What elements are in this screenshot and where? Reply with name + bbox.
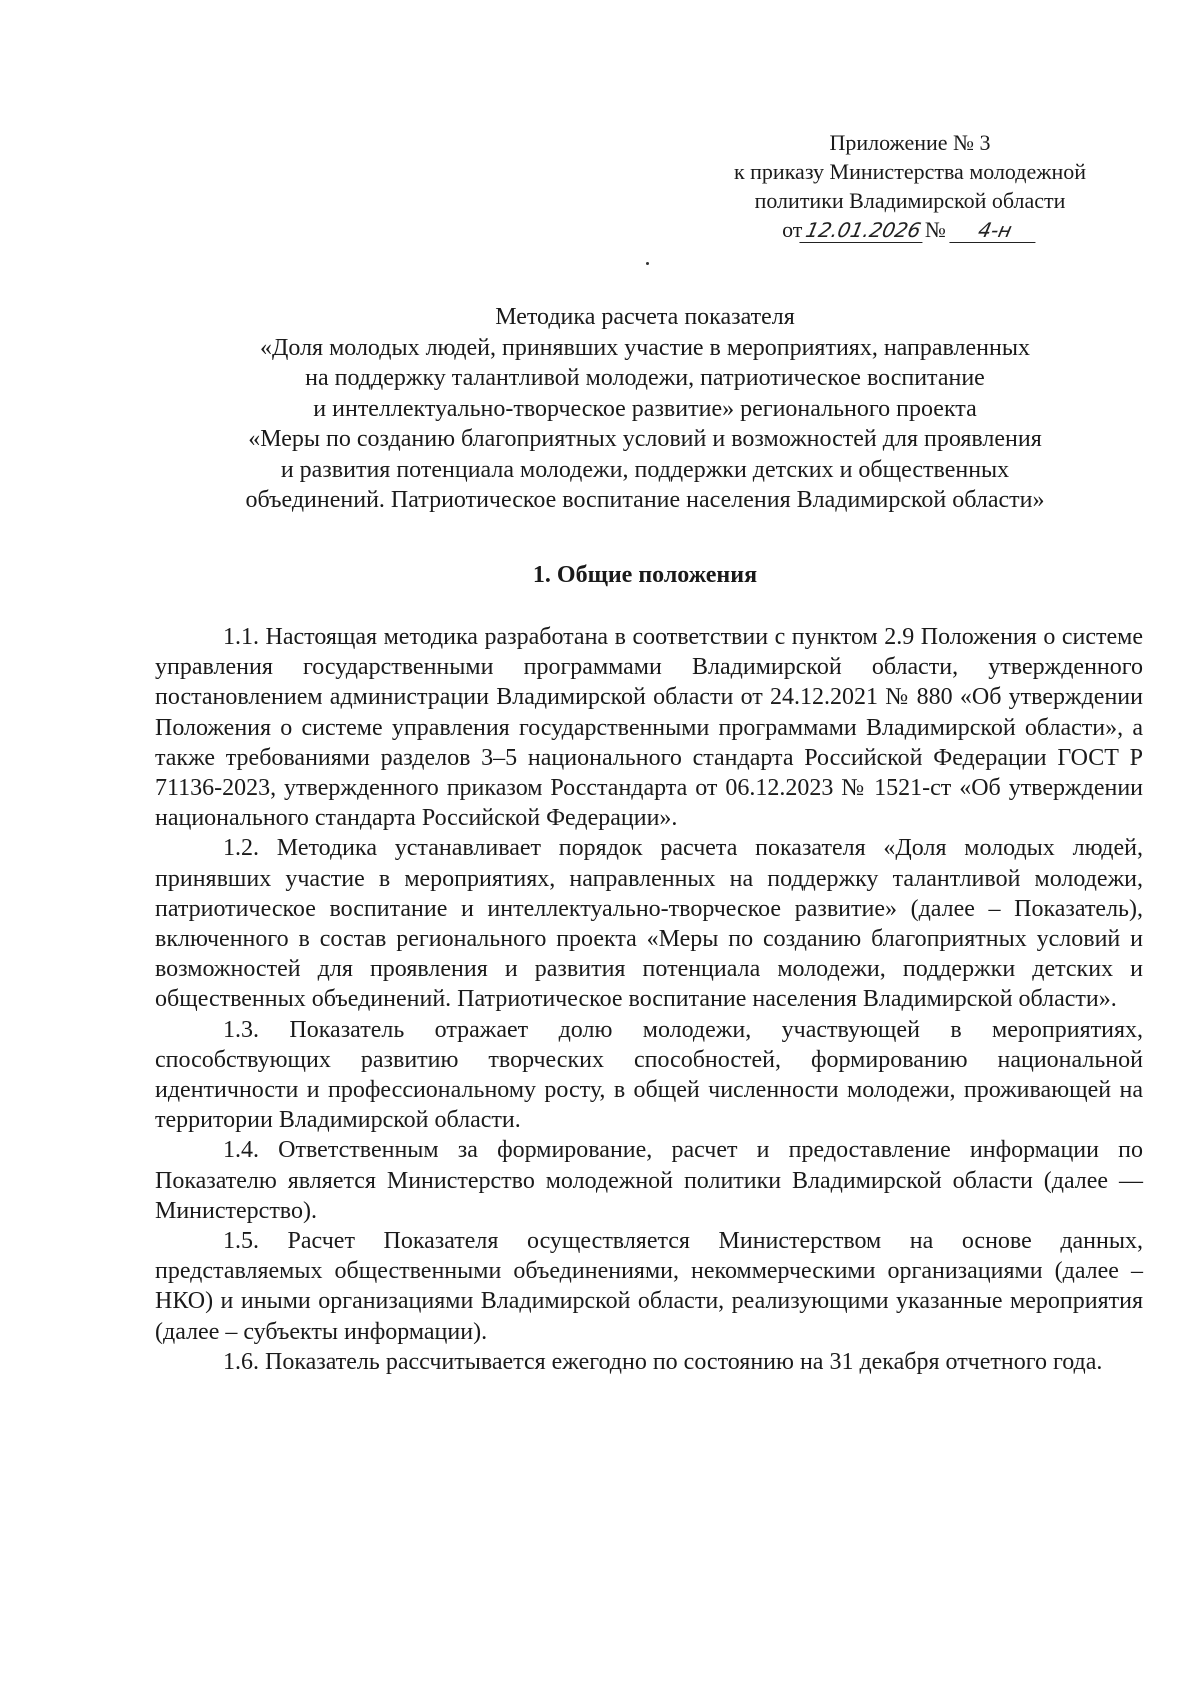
title-line: объединений. Патриотическое воспитание населения Владимирской области» — [245, 487, 1045, 513]
section-body — [155, 622, 1143, 1377]
title-line: и развития потенциала молодежи, поддержки детских и общественных — [280, 456, 1010, 483]
paragraph-1-4: 1.4. Ответственным за формирование, расчет и предоставление информации по Показателю является Министерство молодежной политики Владимирской области (далее — Министерство). — [155, 1137, 1143, 1224]
annex-header — [700, 128, 1120, 244]
paragraph-1-2: 1.2. Методика устанавливает порядок расчета показателя «Доля молодых людей, принявших участие в мероприятиях, направленных на поддержку талантливой молодежи, патриотическое воспитание и интеллектуально-творческое развитие» (далее – Показатель), включенного в состав регионального проекта «Меры по созданию благоприятных условий и возможностей для проявления и развития потенциала молодежи, поддержки детских и общественных объединений. Патриотическое воспитание населения Владимирской области». — [155, 835, 1143, 1013]
annex-order-ref: к приказу Министерства молодежной — [733, 159, 1087, 184]
methodology-title — [150, 302, 1140, 516]
title-line: Методика расчета показателя — [495, 304, 795, 330]
annex-ministry: политики Владимирской области — [754, 188, 1066, 213]
section-heading: 1. Общие положения — [532, 562, 758, 588]
annex-date-prefix: от — [782, 217, 803, 242]
annex-number-sign: № — [924, 217, 946, 242]
stray-dot — [646, 262, 649, 265]
paragraph-1-3: 1.3. Показатель отражает долю молодежи, участвующей в мероприятиях, способствующих развитию творческих способностей, формированию национальной идентичности и профессиональному росту, в общей численности молодежи, проживающей на территории Владимирской области. — [155, 1016, 1143, 1134]
paragraph-1-6: 1.6. Показатель рассчитывается ежегодно по состоянию на 31 декабря отчетного года. — [223, 1348, 1103, 1375]
title-line: «Доля молодых людей, принявших участие в мероприятиях, направленных — [260, 334, 1030, 361]
title-line: «Меры по созданию благоприятных условий и возможностей для проявления — [248, 426, 1042, 452]
handwritten-date: 12.01.2026 — [800, 218, 928, 243]
title-line: и интеллектуально-творческое развитие» регионального проекта — [313, 395, 977, 422]
annex-date-number-line — [700, 215, 1120, 244]
title-line: на поддержку талантливой молодежи, патриотическое воспитание — [305, 365, 985, 391]
paragraph-1-5: 1.5. Расчет Показателя осуществляется Министерством на основе данных, представляемых общественными объединениями, некоммерческими организациями (далее – НКО) и иными организациями Владимирской области, реализующими указанные мероприятия (далее – субъекты информации). — [155, 1228, 1143, 1345]
paragraph-1-1: 1.1. Настоящая методика разработана в соответствии с пунктом 2.9 Положения о системе управления государственными программами Владимирской области, утвержденного постановлением администрации Владимирской области от 24.12.2021 № 880 «Об утверждении Положения о системе управления государственными программами Владимирской области», а также требованиями разделов 3–5 национального стандарта Российской Федерации ГОСТ Р 71136-2023, утвержденного приказом Росстандарта от 06.12.2023 № 1521-ст «Об утверждении национального стандарта Российской Федерации». — [155, 624, 1143, 832]
annex-title: Приложение № 3 — [829, 130, 991, 155]
handwritten-number: 4-н — [949, 218, 1040, 243]
